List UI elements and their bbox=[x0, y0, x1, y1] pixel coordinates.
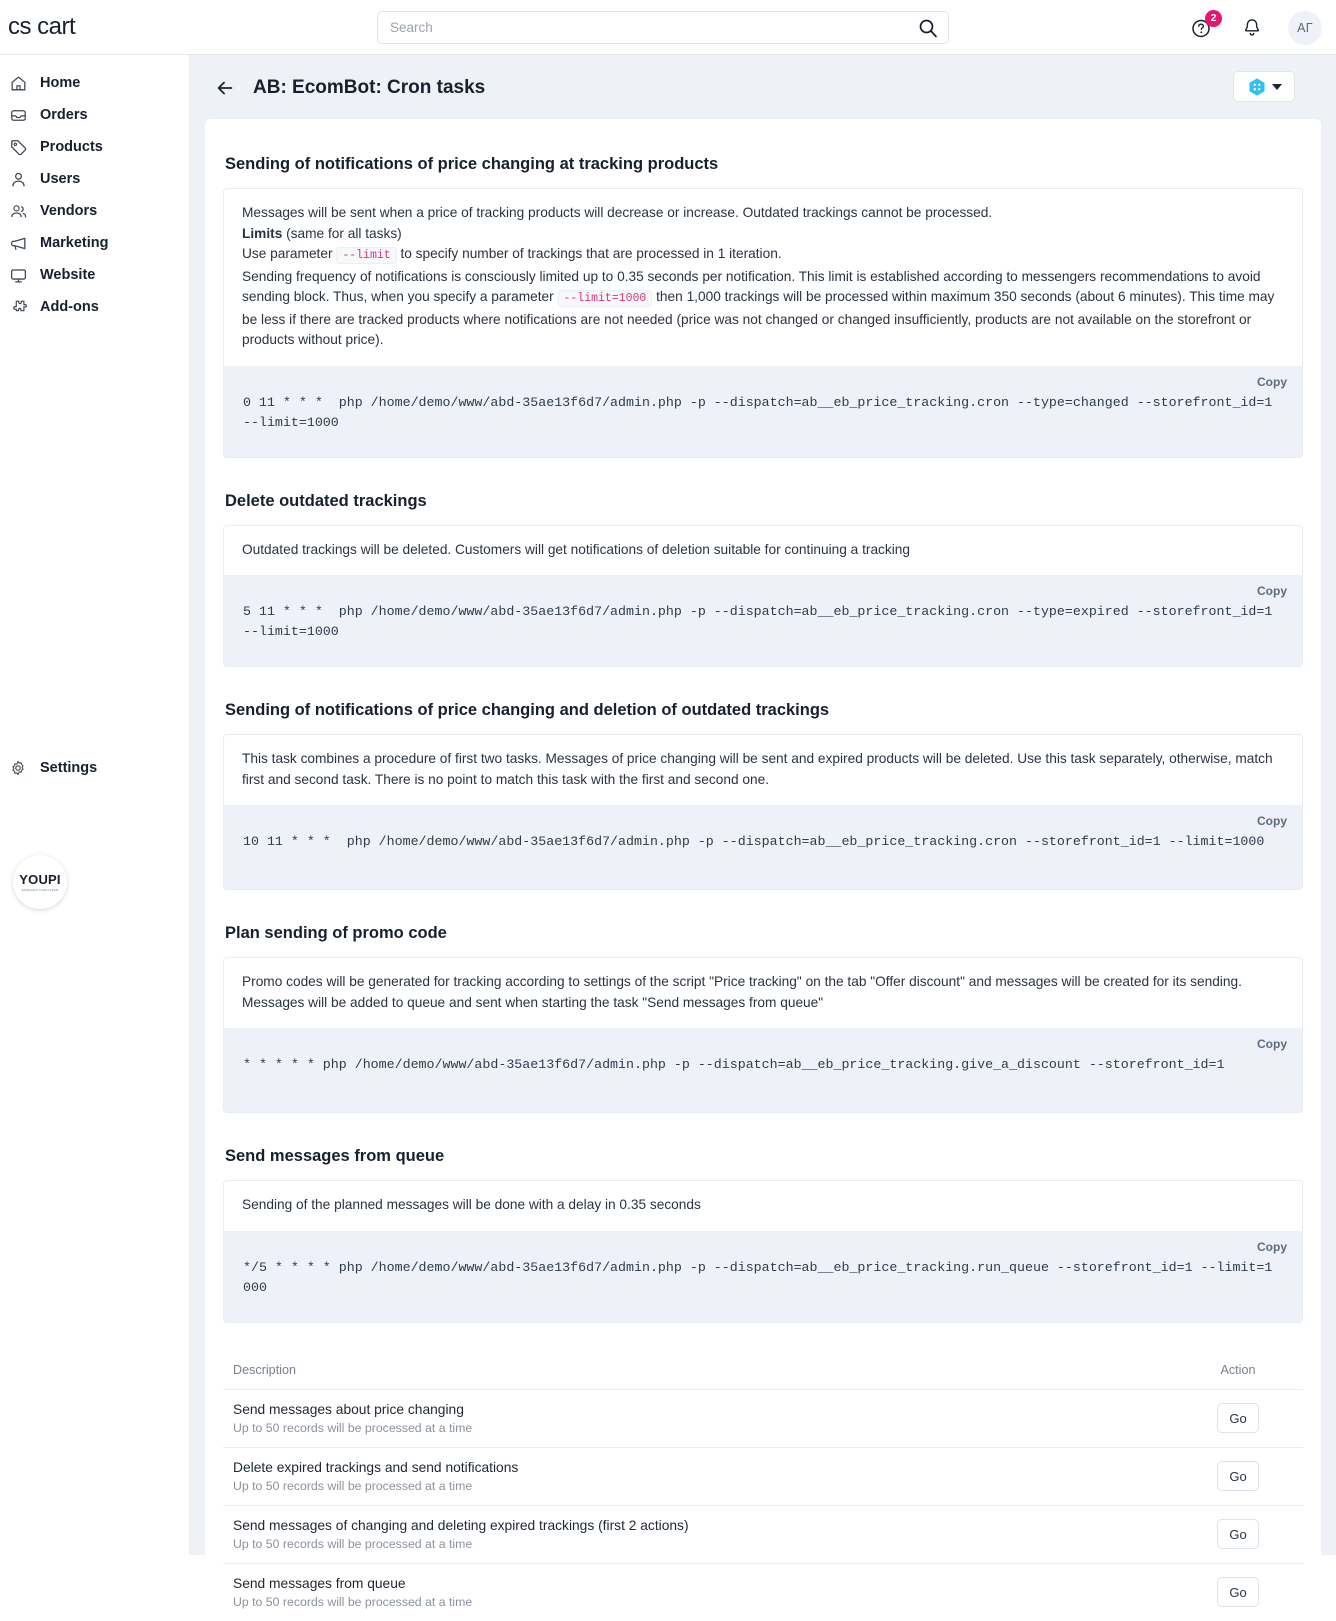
section-description: Promo codes will be generated for tracking according to settings of the script "Price tracking" on the tab "Offer discount" and messages will be created for its sending. Messages will be added to queue and sent when starting the task "Send messages from queue" bbox=[242, 974, 1242, 1010]
desc-freq-post: then 1,000 trackings will be processed within maximum 350 seconds (about 6 minutes). This time may be less if there are tracked products where notifications are not needed (price was not changed or changed insufficiently, products are not available on the storefront or products without price). bbox=[242, 289, 1275, 347]
avatar[interactable]: АГ bbox=[1288, 11, 1322, 45]
sidebar-item-orders[interactable] bbox=[0, 99, 189, 131]
users-icon bbox=[8, 201, 28, 221]
sidebar-item-add-ons[interactable] bbox=[0, 291, 189, 323]
sidebar bbox=[0, 55, 190, 1555]
task-title: Send messages of changing and deleting expired trackings (first 2 actions) bbox=[233, 1517, 689, 1533]
go-button[interactable]: Go bbox=[1217, 1461, 1259, 1491]
section-title: Sending of notifications of price changing and deletion of outdated trackings bbox=[225, 701, 830, 719]
sidebar-nav bbox=[0, 55, 189, 323]
desc-limits-rest: (same for all tasks) bbox=[282, 225, 402, 241]
section-description bbox=[224, 189, 1302, 366]
table-row bbox=[223, 1447, 1303, 1505]
section-panel bbox=[223, 734, 1303, 890]
cron-command[interactable]: 10 11 * * * php /home/demo/www/abd-35ae13f6d7/admin.php -p --dispatch=ab__eb_price_tracking.cron --storefront_id=1 --limit=1000 bbox=[243, 834, 1265, 849]
arrow-left-icon bbox=[214, 77, 236, 99]
section-title: Plan sending of promo code bbox=[225, 924, 447, 942]
copy-button[interactable]: Copy bbox=[1257, 814, 1287, 828]
youpi-logo[interactable] bbox=[13, 855, 67, 909]
help-badge: 2 bbox=[1205, 10, 1222, 27]
copy-button[interactable]: Copy bbox=[1257, 374, 1287, 389]
addon-hexagon-icon bbox=[1246, 76, 1268, 98]
sidebar-item-settings[interactable] bbox=[0, 758, 97, 778]
section-description: Sending of the planned messages will be done with a delay in 0.35 seconds bbox=[242, 1197, 701, 1212]
section-description: This task combines a procedure of first two tasks. Messages of price changing will be sent and expired products will be deleted. Use this task separately, otherwise, match first and second task. There is no point to match this task with the first and second one. bbox=[242, 751, 1273, 787]
sidebar-item-label: Users bbox=[40, 171, 81, 187]
orders-icon bbox=[8, 105, 28, 125]
go-button[interactable]: Go bbox=[1217, 1577, 1259, 1607]
chevron-down-icon bbox=[1272, 84, 1282, 90]
column-header-action: Action bbox=[1183, 1363, 1303, 1390]
sidebar-item-label: Marketing bbox=[40, 235, 109, 251]
tag-icon bbox=[8, 137, 28, 157]
sidebar-item-label: Add-ons bbox=[40, 299, 99, 315]
code-block bbox=[224, 1231, 1302, 1322]
home-icon bbox=[8, 73, 28, 93]
table-body bbox=[223, 1389, 1303, 1621]
task-title: Send messages about price changing bbox=[233, 1401, 464, 1417]
top-actions bbox=[1188, 0, 1322, 55]
desc-limits-label: Limits bbox=[242, 225, 283, 241]
main-content bbox=[190, 55, 1336, 1609]
cron-command[interactable]: * * * * * php /home/demo/www/abd-35ae13f6d7/admin.php -p --dispatch=ab__eb_price_tracking.give_a_discount --storefront_id=1 bbox=[243, 1057, 1225, 1072]
cron-command[interactable]: 5 11 * * * php /home/demo/www/abd-35ae13f6d7/admin.php -p --dispatch=ab__eb_price_tracking.cron --type=expired --storefront_id=1 --limit=1000 bbox=[243, 604, 1281, 639]
cron-command[interactable]: 0 11 * * * php /home/demo/www/abd-35ae13f6d7/admin.php -p --dispatch=ab__eb_price_tracking.cron --type=changed --storefront_id=1 --limit=1000 bbox=[243, 394, 1281, 430]
monitor-icon bbox=[8, 265, 28, 285]
notifications-button[interactable] bbox=[1238, 14, 1266, 42]
task-action-cell bbox=[1183, 1447, 1303, 1505]
cron-tasks-card bbox=[205, 119, 1321, 1621]
gear-icon bbox=[8, 758, 28, 778]
section-panel bbox=[223, 1180, 1303, 1323]
task-subtitle: Up to 50 records will be processed at a time bbox=[233, 1536, 473, 1551]
top-bar bbox=[0, 0, 1336, 55]
table-header-row bbox=[223, 1363, 1303, 1390]
copy-button[interactable]: Copy bbox=[1257, 1037, 1287, 1051]
help-button[interactable] bbox=[1188, 11, 1217, 42]
sidebar-item-label: Products bbox=[40, 139, 103, 155]
desc-use-pre: Use parameter bbox=[242, 246, 337, 261]
code-block bbox=[224, 1028, 1302, 1112]
sidebar-settings-label: Settings bbox=[40, 760, 98, 776]
task-description-cell bbox=[223, 1505, 1183, 1563]
sidebar-item-products[interactable] bbox=[0, 131, 189, 163]
search-bar[interactable] bbox=[377, 11, 949, 44]
inline-code-limit-1000: --limit=1000 bbox=[558, 290, 653, 307]
sidebar-item-label: Orders bbox=[40, 107, 88, 123]
desc-freq-pre: Sending frequency of notifications is consciously limited up to 0.35 seconds per notification. This limit is established according to messengers recommendations to avoid sending block. Thus, when you specify a parameter bbox=[242, 268, 1261, 304]
brand-logo[interactable]: cs cart bbox=[8, 13, 76, 40]
puzzle-icon bbox=[8, 297, 28, 317]
sidebar-item-label: Home bbox=[40, 75, 81, 91]
go-button[interactable]: Go bbox=[1217, 1519, 1259, 1549]
youpi-logo-subtitle: EXCELLENT CLIENT FROM bbox=[21, 889, 59, 892]
task-title: Send messages from queue bbox=[233, 1575, 406, 1591]
section-panel bbox=[223, 525, 1303, 668]
column-header-description: Description bbox=[223, 1363, 1183, 1390]
desc-use-post: to specify number of trackings that are processed in 1 iteration. bbox=[396, 246, 782, 261]
section-panel bbox=[223, 957, 1303, 1113]
section-title: Delete outdated trackings bbox=[225, 491, 427, 510]
task-subtitle: Up to 50 records will be processed at a time bbox=[233, 1478, 473, 1493]
table-row bbox=[223, 1505, 1303, 1563]
code-block bbox=[224, 575, 1302, 666]
task-description-cell bbox=[223, 1389, 1183, 1447]
copy-button[interactable]: Copy bbox=[1257, 1239, 1287, 1254]
task-title: Delete expired trackings and send notifications bbox=[233, 1459, 519, 1475]
table-header bbox=[223, 1363, 1303, 1390]
go-button[interactable]: Go bbox=[1217, 1403, 1259, 1433]
code-block bbox=[224, 805, 1302, 889]
search-icon bbox=[918, 18, 938, 38]
task-description-cell bbox=[223, 1447, 1183, 1505]
task-subtitle: Up to 50 records will be processed at a time bbox=[233, 1594, 473, 1609]
task-action-cell bbox=[1183, 1505, 1303, 1563]
search-button[interactable] bbox=[908, 12, 948, 43]
section-title: Sending of notifications of price changing at tracking products bbox=[225, 155, 719, 173]
search-input[interactable] bbox=[378, 20, 908, 35]
inline-code-limit: --limit bbox=[336, 247, 396, 264]
sidebar-item-label: Website bbox=[40, 267, 96, 283]
megaphone-icon bbox=[8, 233, 28, 253]
sidebar-item-label: Vendors bbox=[40, 203, 98, 219]
sidebar-item-users[interactable] bbox=[0, 163, 189, 195]
code-block bbox=[224, 366, 1302, 457]
user-icon bbox=[8, 169, 28, 189]
copy-button[interactable]: Copy bbox=[1257, 584, 1287, 598]
addon-switch-button[interactable] bbox=[1233, 71, 1295, 102]
table-row bbox=[223, 1563, 1303, 1621]
table-row bbox=[223, 1389, 1303, 1447]
desc-line-1: Messages will be sent when a price of tracking products will decrease or increase. Outdated trackings cannot be processed. bbox=[242, 205, 993, 220]
back-button[interactable] bbox=[213, 76, 237, 100]
task-action-cell bbox=[1183, 1389, 1303, 1447]
sidebar-item-marketing[interactable] bbox=[0, 227, 189, 259]
youpi-logo-mark: YOUPI bbox=[19, 872, 61, 887]
manual-tasks-table bbox=[223, 1363, 1303, 1621]
page-title: AB: EcomBot: Cron tasks bbox=[253, 76, 486, 98]
section-description: Outdated trackings will be deleted. Customers will get notifications of deletion suitable for continuing a tracking bbox=[242, 541, 911, 557]
task-description-cell bbox=[223, 1563, 1183, 1621]
cron-command[interactable]: */5 * * * * php /home/demo/www/abd-35ae13f6d7/admin.php -p --dispatch=ab__eb_price_tracking.run_queue --storefront_id=1 --limit=1000 bbox=[243, 1259, 1273, 1295]
bell-icon bbox=[1241, 17, 1263, 39]
sidebar-item-home[interactable] bbox=[0, 67, 189, 99]
sidebar-item-vendors[interactable] bbox=[0, 195, 189, 227]
task-subtitle: Up to 50 records will be processed at a time bbox=[233, 1420, 473, 1435]
page-header bbox=[190, 55, 1336, 120]
section-panel bbox=[223, 188, 1303, 458]
task-action-cell bbox=[1183, 1563, 1303, 1621]
section-title: Send messages from queue bbox=[225, 1147, 445, 1165]
sidebar-item-website[interactable] bbox=[0, 259, 189, 291]
